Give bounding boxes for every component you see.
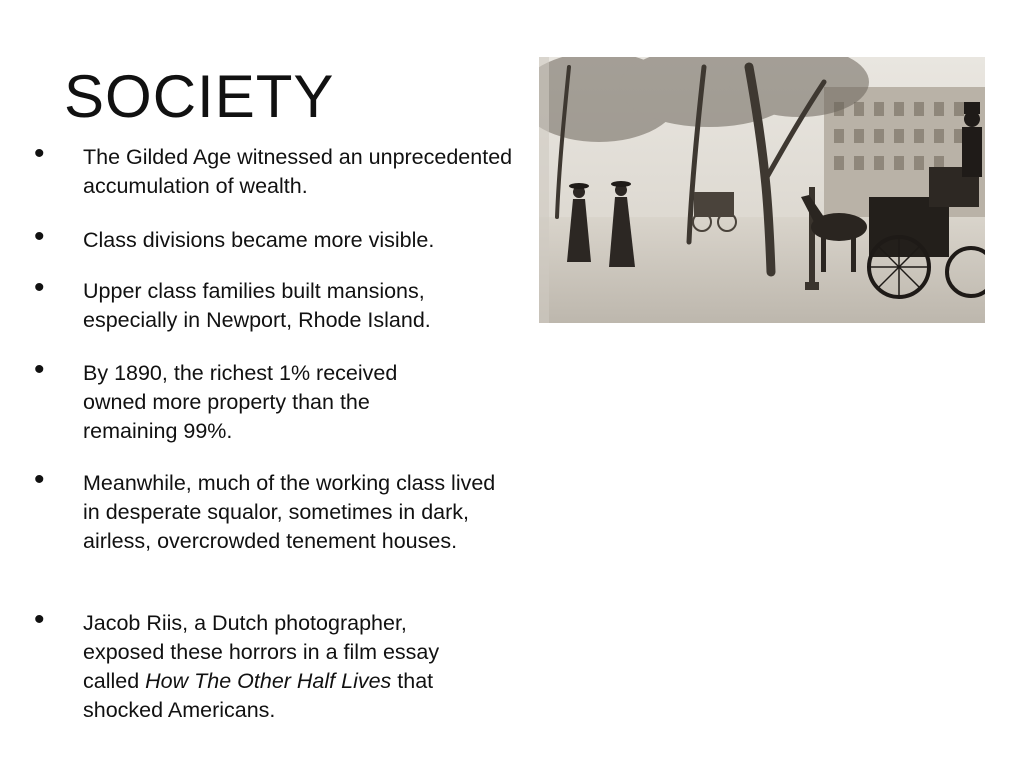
bullet-dot-icon: • — [34, 137, 45, 170]
bullet-dot-icon: • — [34, 271, 45, 304]
bullet-text-pre: Jacob Riis, a Dutch photographer, exposed these horrors in a film essay called — [83, 611, 440, 693]
bullet-text: By 1890, the richest 1% received owned more property than the remaining 99%. — [83, 361, 398, 443]
bullet-dot-icon: • — [34, 220, 45, 253]
slide-title: SOCIETY — [64, 63, 335, 130]
bullet-text: Meanwhile, much of the working class lived in desperate squalor, sometimes in dark, airless, overcrowded tenement houses. — [83, 471, 496, 553]
bullet-dot-icon: • — [34, 603, 45, 636]
bullet-text: The Gilded Age witnessed an unprecedented accumulation of wealth. — [83, 145, 513, 198]
bullet-text — [83, 609, 493, 725]
film-title: How The Other Half Lives — [145, 669, 392, 693]
bullet-dot-icon: • — [34, 353, 45, 386]
bullet-dot-icon: • — [34, 463, 45, 496]
street-scene-photo — [539, 57, 985, 323]
bullet-text-post: that shocked Americans. — [83, 669, 434, 722]
bullet-text: Class divisions became more visible. — [83, 228, 435, 252]
bullet-text: Upper class families built mansions, especially in Newport, Rhode Island. — [83, 279, 431, 332]
